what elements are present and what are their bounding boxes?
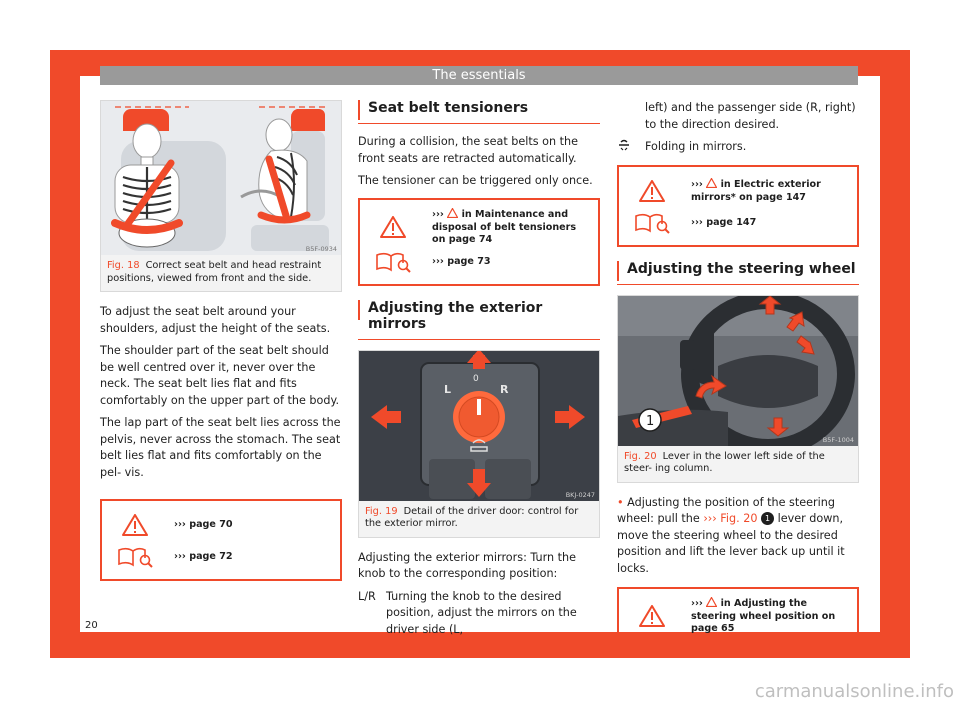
figure-19-image	[359, 351, 599, 501]
definition-continued	[617, 100, 859, 133]
definition-text: Folding in mirrors.	[645, 140, 747, 153]
section-header: The essentials	[100, 66, 858, 85]
paragraph: The tensioner can be triggered only once.	[358, 174, 593, 187]
book-reference[interactable]	[627, 207, 849, 239]
book-reference-text: ››› page 147	[691, 216, 757, 228]
paragraph-steering: • Adjusting the position of the steering wheel: pull the ››› Fig. 20 1 lever down, move the steering wheel to the desired position and lift the lever back up until it locks.	[617, 495, 845, 575]
warning-icon	[368, 216, 418, 238]
watermark: carmanualsonline.info	[754, 681, 954, 702]
figure-20-link[interactable]: ››› Fig. 20	[703, 512, 758, 525]
image-code: B5F-1004	[822, 435, 854, 444]
warning-icon	[627, 180, 677, 202]
ref-arrows: ›››	[691, 178, 703, 190]
caption-text: Lever in the lower left side of the steer- ing column.	[624, 450, 825, 474]
warning-icon	[110, 514, 160, 536]
warning-reference[interactable]	[110, 509, 332, 541]
warning-reference-text: in Adjusting the steering wheel position on page 65	[691, 598, 836, 634]
figure-18-caption	[101, 255, 341, 291]
steering-wheel-illustration	[618, 296, 858, 446]
book-reference[interactable]	[368, 246, 590, 278]
heading-exterior-mirrors: Adjusting the exterior mirrors	[358, 300, 600, 340]
mirror-control-illustration	[359, 351, 599, 501]
warning-reference-text: in Electric exterior mirrors* on page 147	[691, 178, 821, 203]
warning-reference-text: ››› page 70	[174, 519, 233, 530]
knob-label-zero: 0	[473, 373, 479, 384]
figure-20	[617, 295, 859, 483]
warning-small-icon	[447, 208, 458, 222]
knob-label-l: L	[444, 382, 452, 396]
figure-20-image	[618, 296, 858, 446]
warning-icon	[627, 605, 677, 627]
heading-steering-wheel: Adjusting the steering wheel	[617, 261, 859, 285]
paragraph: The shoulder part of the seat belt should be well centred over it, never over the neck. The seat belt lies flat and fits comfortably on the upper part of the body.	[100, 344, 340, 407]
book-magnifier-icon	[627, 212, 677, 234]
figure-20-caption	[618, 446, 858, 482]
figure-19-caption	[359, 501, 599, 537]
reference-box	[617, 587, 859, 643]
reference-box	[617, 165, 859, 247]
warning-small-icon	[706, 597, 717, 611]
paragraph: Adjusting the exterior mirrors: Turn the knob to the corresponding position:	[358, 550, 577, 580]
definition-lr	[358, 589, 600, 639]
paragraph: The lap part of the seat belt lies across the pelvis, never across the stomach. The seat belt lies flat and fits comfortably on the pel- vis.	[100, 416, 341, 479]
callout-number: 1	[646, 413, 655, 429]
book-reference-text: ››› page 73	[432, 255, 491, 267]
paragraph: During a collision, the seat belts on the front seats are retracted automatically.	[358, 135, 579, 165]
column-1	[100, 100, 342, 595]
ref-arrows: ›››	[691, 598, 703, 609]
column-3	[617, 100, 859, 657]
caption-text: Detail of the driver door: control for the exterior mirror.	[365, 505, 579, 529]
image-code: B5F-0934	[305, 245, 337, 253]
warning-reference[interactable]	[627, 175, 849, 207]
bullet: •	[617, 495, 624, 509]
book-magnifier-icon	[368, 251, 418, 273]
image-code: BKJ-0247	[565, 490, 595, 499]
callout-1-badge: 1	[761, 512, 774, 525]
figure-label: Fig. 20	[624, 450, 657, 462]
knob-label-r: R	[500, 382, 509, 396]
figure-19	[358, 350, 600, 538]
warning-reference-text: in Maintenance and disposal of belt tensioners on page 74	[432, 208, 577, 245]
definition-folding	[617, 139, 859, 157]
warning-reference[interactable]	[368, 208, 590, 246]
figure-label: Fig. 18	[107, 260, 140, 271]
fold-mirror-icon	[617, 139, 645, 157]
book-reference-text: ››› page 72	[174, 551, 233, 562]
page-number: 20	[85, 620, 98, 631]
figure-18	[100, 100, 342, 292]
caption-text: Correct seat belt and head restraint positions, viewed from front and the side.	[107, 260, 322, 284]
book-magnifier-icon	[110, 546, 160, 568]
figure-label: Fig. 19	[365, 505, 398, 517]
paragraph: To adjust the seat belt around your shoulders, adjust the height of the seats.	[100, 305, 331, 335]
definition-term: L/R	[358, 589, 376, 603]
reference-box	[100, 499, 342, 581]
column-2	[358, 100, 600, 644]
warning-small-icon	[706, 178, 717, 192]
definition-text: left) and the passenger side (R, right) to the direction desired.	[645, 101, 856, 131]
seatbelt-illustration	[101, 101, 341, 255]
ref-arrows: ›››	[432, 208, 444, 220]
book-reference[interactable]	[110, 541, 332, 573]
heading-seat-belt-tensioners: Seat belt tensioners	[358, 100, 600, 124]
warning-reference[interactable]	[627, 597, 849, 635]
definition-text: Turning the knob to the desired position, adjust the mirrors on the driver side (L,	[386, 589, 577, 636]
figure-18-image	[101, 101, 341, 255]
reference-box	[358, 198, 600, 286]
